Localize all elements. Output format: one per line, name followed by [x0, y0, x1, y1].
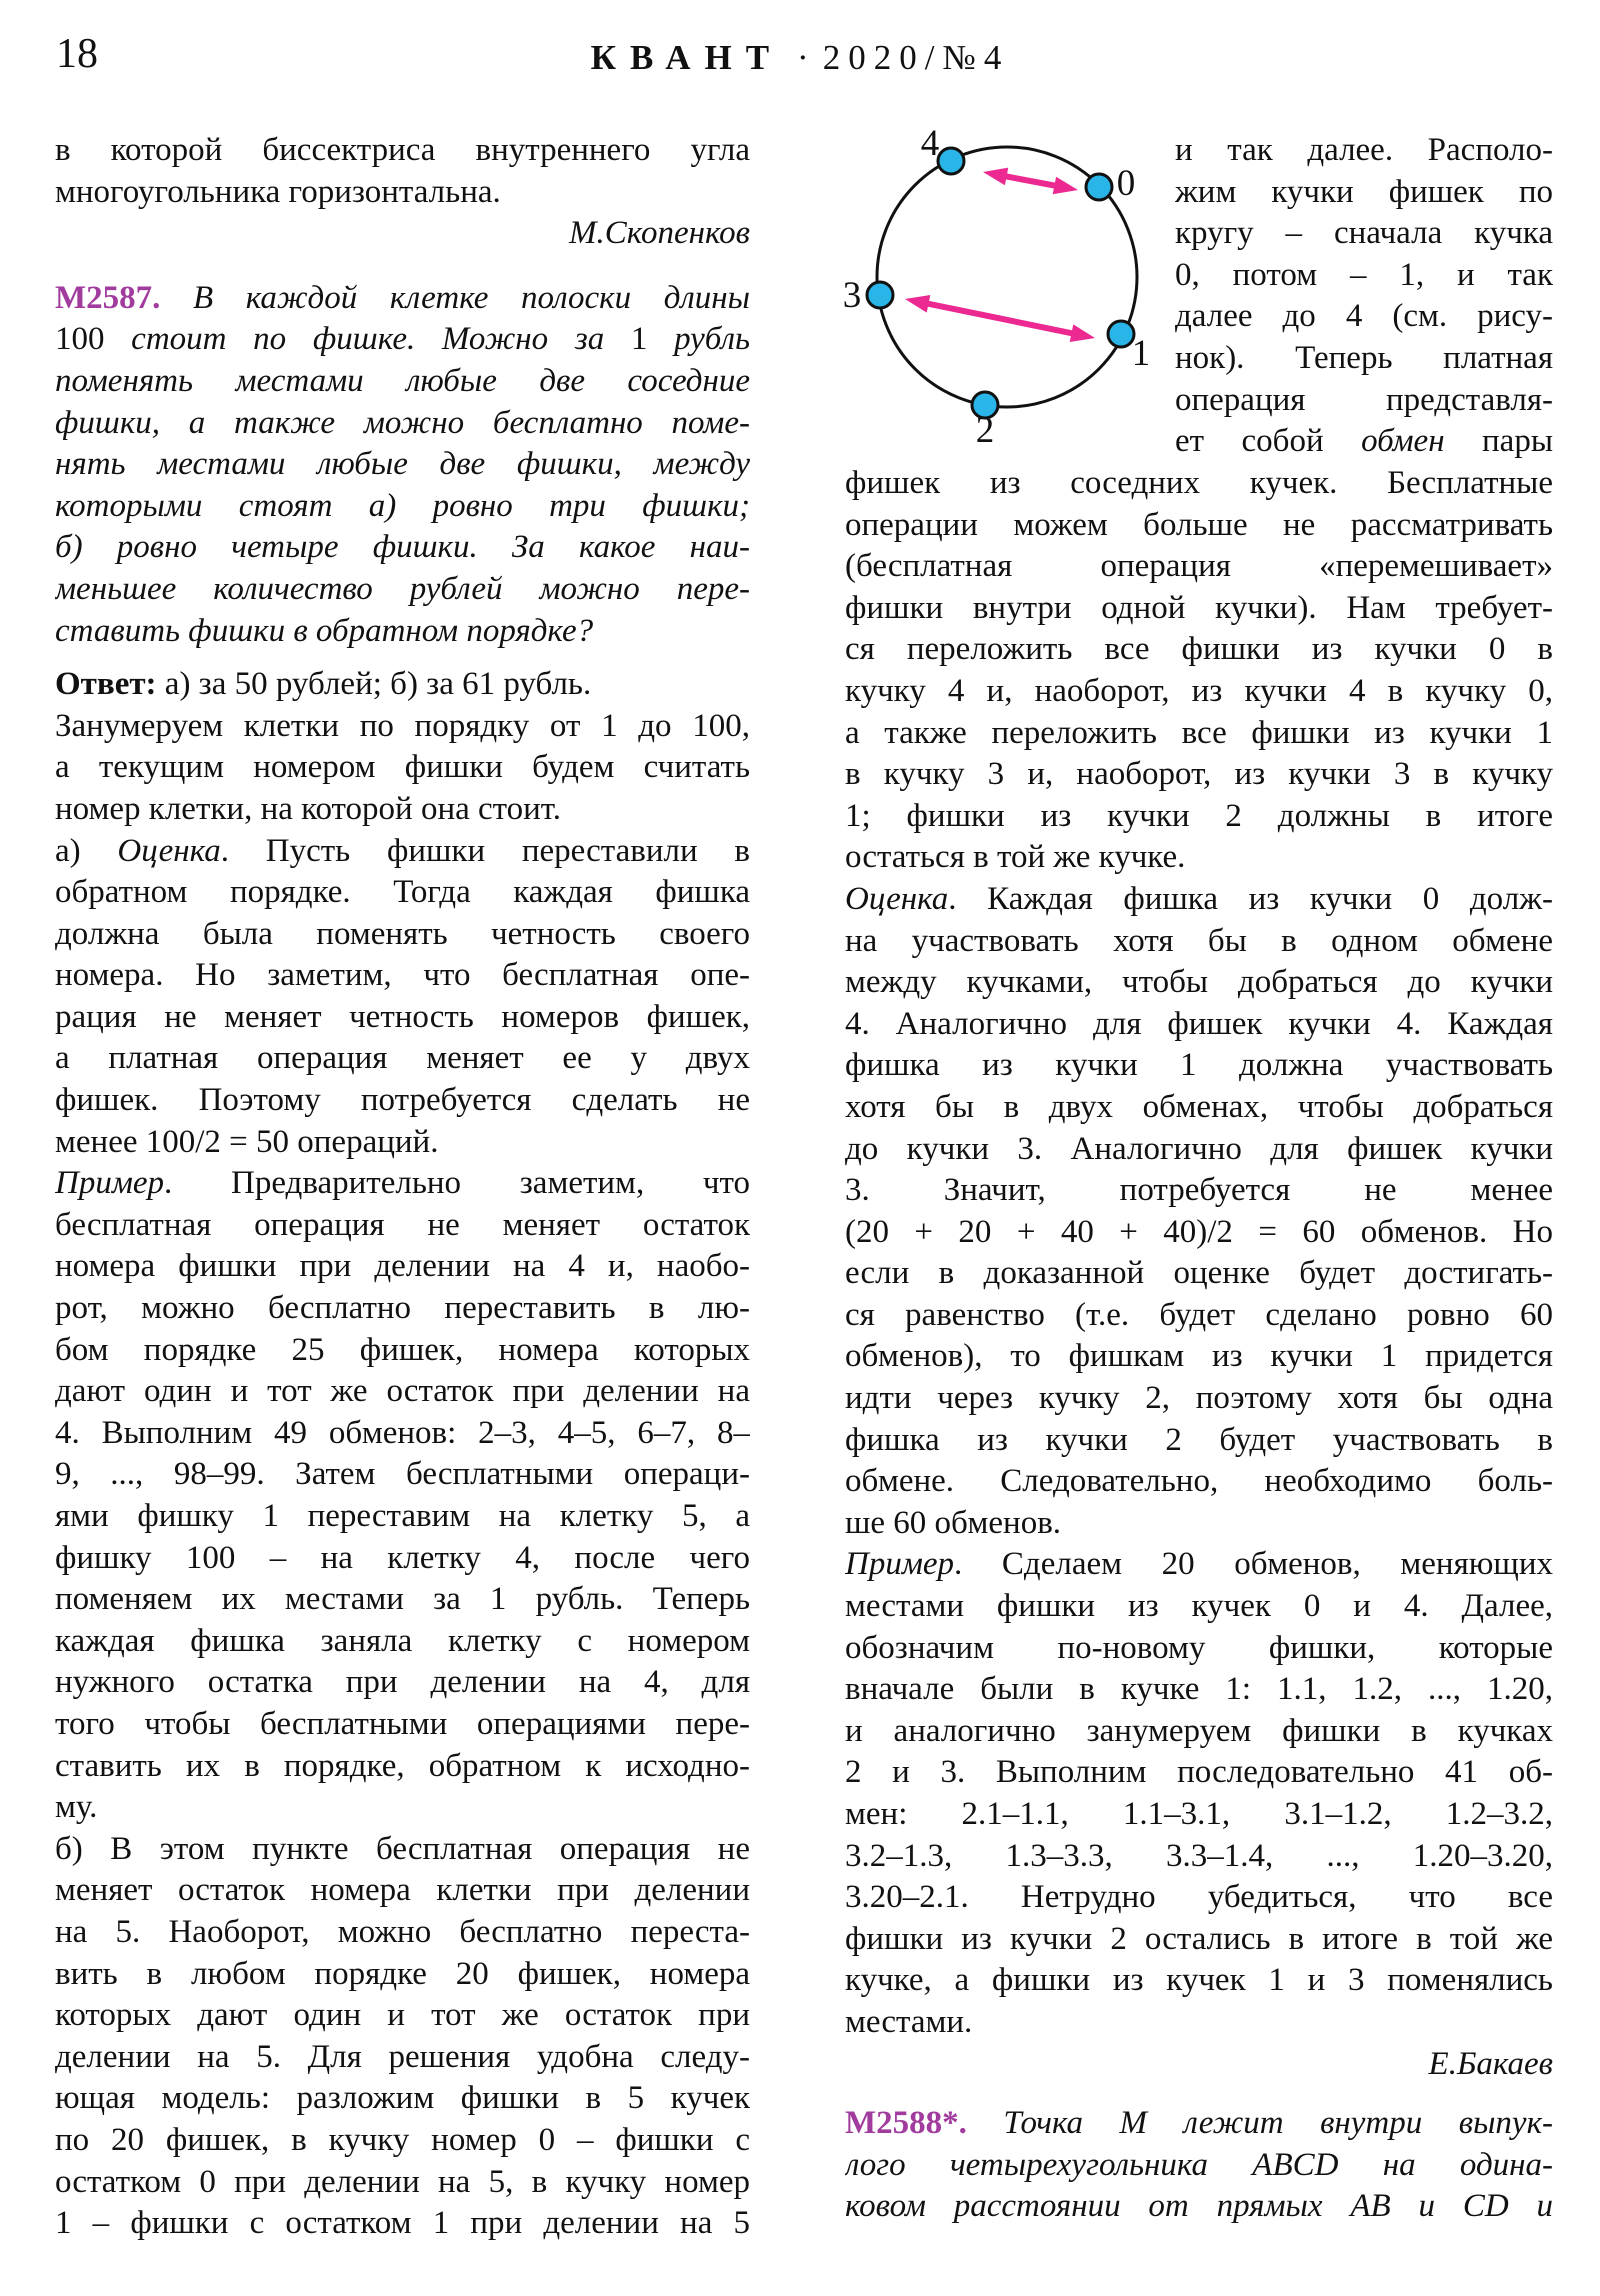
- text-line: ставить их в порядке, обратном к исходно-: [55, 1747, 750, 1784]
- text-line: многоугольника горизонтальна.: [55, 173, 501, 210]
- left-column: [55, 130, 750, 2245]
- journal-issue: 2020/№4: [822, 38, 1010, 77]
- text-line: (бесплатная операция «перемешивает»: [845, 548, 1553, 585]
- text-line: фишка из кучки 2 будет участвовать в: [845, 1421, 1553, 1458]
- text-line: местами фишки из кучек 0 и 4. Далее,: [845, 1588, 1553, 1625]
- text-line: вначале были в кучке 1: 1.1, 1.2, ..., 1.20,: [845, 1671, 1553, 1708]
- text-line: остатком 0 при делении на 5, в кучку номер: [55, 2163, 750, 2200]
- piles-circle-diagram: [830, 95, 1170, 455]
- text-line: того чтобы бесплатными операциями пере-: [55, 1705, 750, 1742]
- text-line: фишки внутри одной кучки). Нам требует-: [845, 589, 1553, 626]
- text-line: а платная операция меняет ее у двух: [55, 1040, 750, 1077]
- text-line: а) Оценка. Пусть фишки переставили в: [55, 832, 750, 869]
- pile-dot-0: [1086, 174, 1112, 200]
- text-line: Пример. Предварительно заметим, что: [55, 1165, 750, 1202]
- text-line: делении на 5. Для решения удобна следу-: [55, 2038, 750, 2075]
- text-line: по 20 фишек, в кучку номер 0 – фишки с: [55, 2121, 750, 2158]
- text-line: далее до 4 (см. рису-: [1175, 298, 1553, 335]
- text-line: на участвовать хотя бы в одном обмене: [845, 922, 1553, 959]
- text-line: фишки, а также можно бесплатно поме-: [55, 404, 750, 441]
- text-line: ет собой обмен пары: [1175, 423, 1553, 460]
- swap-arrow-3-1: [905, 295, 1095, 342]
- text-line: поменяем их местами за 1 рубль. Теперь: [55, 1581, 750, 1618]
- text-line: операция представля-: [1175, 381, 1553, 418]
- text-line: дают один и тот же остаток при делении на: [55, 1373, 750, 1410]
- text-line: Пример. Сделаем 20 обменов, меняющих: [845, 1546, 1553, 1583]
- text-line: 9, ..., 98–99. Затем бесплатными операци-: [55, 1456, 750, 1493]
- pile-label-3: 3: [842, 275, 862, 316]
- right-column-body: [845, 463, 1553, 2228]
- text-line: между кучками, чтобы добраться до кучки: [845, 964, 1553, 1001]
- text-line: а также переложить все фишки из кучки 1: [845, 714, 1553, 751]
- text-line: нок). Теперь платная: [1175, 339, 1553, 376]
- text-line: в которой биссектриса внутреннего угла: [55, 132, 750, 168]
- text-line: б) В этом пункте бесплатная операция не: [55, 1830, 750, 1867]
- text-line: которых дают один и тот же остаток при: [55, 1997, 750, 2034]
- text-line: ставить фишки в обратном порядке?: [55, 612, 594, 649]
- text-line: М2587. В каждой клетке полоски длины: [55, 279, 750, 316]
- text-line: кучку 4 и, наоборот, из кучки 4 в кучку 0,: [845, 672, 1553, 709]
- text-line: рация не меняет четность номеров фишек,: [55, 998, 750, 1035]
- text-line: местами.: [845, 2003, 973, 2040]
- text-line: номера. Но заметим, что бесплатная опе-: [55, 957, 750, 994]
- pile-label-0: 0: [1116, 163, 1136, 204]
- text-line: фишку 100 – на клетку 4, после чего: [55, 1539, 750, 1576]
- text-line: бом порядке 25 фишек, номера которых: [55, 1331, 750, 1368]
- text-line: меняет остаток номера клетки при делении: [55, 1872, 750, 1909]
- text-line: менее 100/2 = 50 операций.: [55, 1123, 439, 1160]
- text-line: каждая фишка заняла клетку с номером: [55, 1622, 750, 1659]
- text-line: Оценка. Каждая фишка из кучки 0 долж-: [845, 880, 1553, 917]
- text-line: обозначим по-новому фишки, которые: [845, 1629, 1553, 1666]
- text-line: обратном порядке. Тогда каждая фишка: [55, 874, 750, 911]
- text-line: ющая модель: разложим фишки в 5 кучек: [55, 2080, 750, 2117]
- text-line: 1 – фишки с остатком 1 при делении на 5: [55, 2205, 750, 2242]
- text-line: фишки из кучки 2 остались в итоге в той же: [845, 1920, 1553, 1957]
- text-line: Ответ: а) за 50 рублей; б) за 61 рубль.: [55, 666, 592, 703]
- text-line: М.Скопенков: [569, 215, 750, 252]
- text-line: остаться в той же кучке.: [845, 839, 1186, 876]
- text-line: кругу – сначала кучка: [1175, 215, 1553, 252]
- text-line: номер клетки, на которой она стоит.: [55, 790, 561, 827]
- text-line: му.: [55, 1789, 98, 1826]
- text-line: жим кучки фишек по: [1175, 173, 1553, 210]
- pile-dot-1: [1108, 321, 1134, 347]
- text-line: нять местами любые две фишки, между: [55, 446, 750, 483]
- text-line: ше 60 обменов.: [845, 1504, 1062, 1541]
- swap-arrow-4-0: [983, 168, 1078, 195]
- text-line: если в доказанной оценке будет достигать-: [845, 1255, 1553, 1292]
- pile-label-1: 1: [1131, 333, 1151, 374]
- text-line: нужного остатка при делении на 4, для: [55, 1664, 750, 1701]
- text-line: и так далее. Располо-: [1175, 132, 1553, 168]
- text-line: 4. Аналогично для фишек кучки 4. Каждая: [845, 1005, 1553, 1042]
- text-line: ями фишку 1 переставим на клетку 5, а: [55, 1498, 750, 1534]
- text-line: б) ровно четыре фишки. За какое наи-: [55, 529, 750, 566]
- pile-label-2: 2: [975, 410, 995, 451]
- text-line: (20 + 20 + 40 + 40)/2 = 60 обменов. Но: [845, 1213, 1553, 1250]
- text-line: в кучку 3 и, наоборот, из кучки 3 в кучку: [845, 756, 1553, 793]
- text-line: номера фишки при делении на 4 и, наобо-: [55, 1248, 750, 1285]
- text-line: обменов), то фишкам из кучки 1 придется: [845, 1338, 1553, 1375]
- text-line: а текущим номером фишки будем считать: [55, 749, 750, 786]
- right-column-wrap-text: [1175, 130, 1553, 463]
- page-number: 18: [56, 31, 98, 77]
- text-line: ся равенство (т.е. будет сделано ровно 60: [845, 1296, 1553, 1333]
- text-line: кучке, а фишки из кучек 1 и 3 поменялись: [845, 1962, 1553, 1999]
- pile-dot-4: [938, 148, 964, 174]
- text-line: фишек из соседних кучек. Бесплатные: [845, 465, 1553, 501]
- text-line: на 5. Наоборот, можно бесплатно переста-: [55, 1913, 750, 1950]
- text-line: 1; фишки из кучки 2 должны в итоге: [845, 797, 1553, 834]
- text-line: Е.Бакаев: [1428, 2045, 1553, 2082]
- text-line: ковом расстоянии от прямых AB и CD и: [845, 2188, 1553, 2225]
- text-line: фишек. Поэтому потребуется сделать не: [55, 1082, 750, 1119]
- text-line: 4. Выполним 49 обменов: 2–3, 4–5, 6–7, 8–: [55, 1414, 750, 1451]
- text-line: идти через кучку 2, поэтому хотя бы одна: [845, 1380, 1553, 1417]
- text-line: ся переложить все фишки из кучки 0 в: [845, 631, 1553, 668]
- text-line: 0, потом – 1, и так: [1175, 256, 1553, 293]
- text-line: вить в любом порядке 20 фишек, номера: [55, 1955, 750, 1992]
- text-line: 3. Значит, потребуется не менее: [845, 1172, 1553, 1209]
- text-line: 3.2–1.3, 1.3–3.3, 3.3–1.4, ..., 1.20–3.20,: [845, 1837, 1553, 1874]
- text-line: лого четырехугольника ABCD на одина-: [845, 2146, 1553, 2183]
- text-line: и аналогично занумеруем фишки в кучках: [845, 1712, 1553, 1749]
- text-line: М2588*. Точка M лежит внутри выпук-: [845, 2105, 1553, 2142]
- text-line: хотя бы в двух обменах, чтобы добраться: [845, 1088, 1553, 1125]
- text-line: мен: 2.1–1.1, 1.1–3.1, 3.1–1.2, 1.2–3.2,: [845, 1796, 1553, 1832]
- text-line: должна была поменять четность своего: [55, 915, 750, 952]
- text-line: бесплатная операция не меняет остаток: [55, 1206, 750, 1243]
- text-line: 100 стоит по фишке. Можно за 1 рубль: [55, 321, 750, 358]
- text-line: Занумеруем клетки по порядку от 1 до 100,: [55, 707, 750, 744]
- text-line: которыми стоят а) ровно три фишки;: [55, 487, 750, 524]
- text-line: 2 и 3. Выполним последовательно 41 об-: [845, 1754, 1553, 1791]
- journal-title: КВАНТ: [590, 38, 784, 77]
- text-line: операции можем больше не рассматривать: [845, 506, 1553, 543]
- text-line: поменять местами любые две соседние: [55, 362, 750, 399]
- text-line: меньшее количество рублей можно пере-: [55, 570, 750, 607]
- text-line: фишка из кучки 1 должна участвовать: [845, 1047, 1553, 1084]
- running-head-separator: ·: [797, 38, 809, 77]
- pile-dot-3: [867, 282, 893, 308]
- text-line: 3.20–2.1. Нетрудно убедиться, что все: [845, 1879, 1553, 1916]
- text-line: до кучки 3. Аналогично для фишек кучки: [845, 1130, 1553, 1167]
- text-line: обмене. Следовательно, необходимо боль-: [845, 1463, 1553, 1500]
- right-column: [842, 0, 1553, 2296]
- pile-label-4: 4: [920, 123, 940, 164]
- text-line: рот, можно бесплатно переставить в лю-: [55, 1290, 750, 1327]
